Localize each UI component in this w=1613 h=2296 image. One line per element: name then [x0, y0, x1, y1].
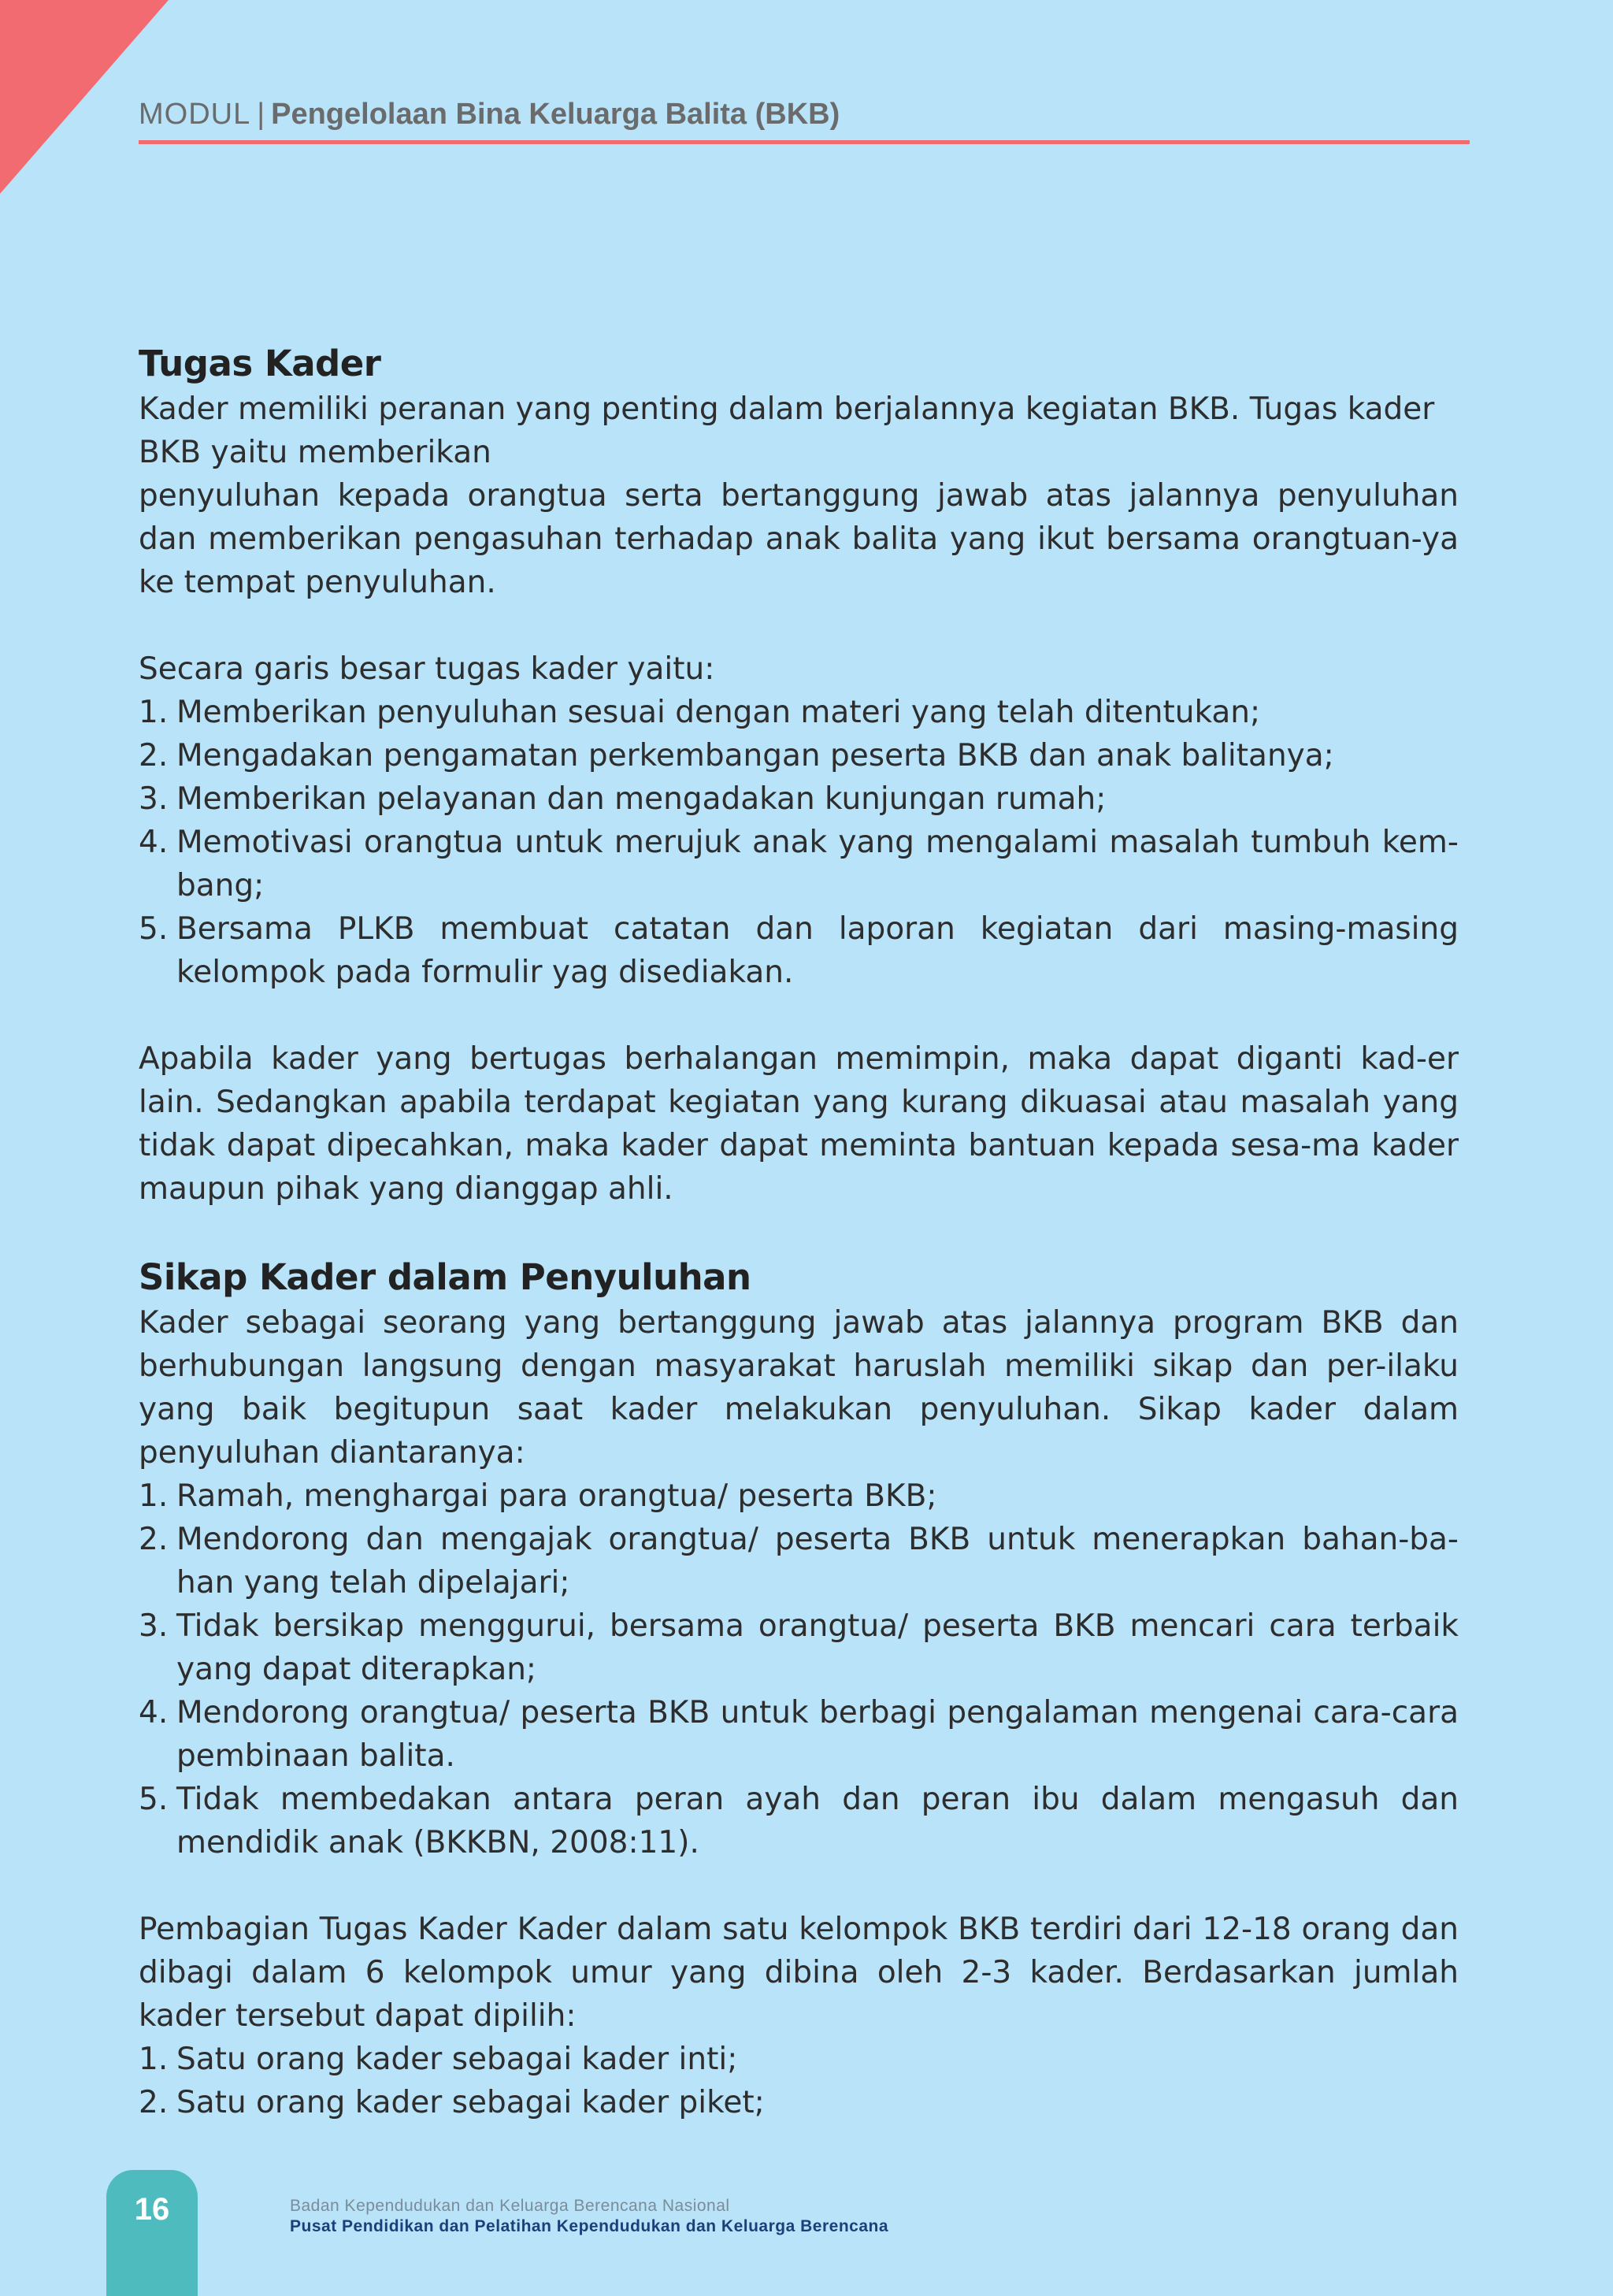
pembagian-list [139, 2038, 1459, 2124]
list-item: 2. Mengadakan pengamatan perkembangan peserta BKB dan anak balitanya; [139, 738, 1334, 773]
list-intro: Secara garis besar tugas kader yaitu: [139, 651, 715, 687]
paragraph-pengganti-kader: Apabila kader yang bertugas berhalangan memimpin, maka dapat diganti kad-er lain. Sedangkan apabila terdapat kegiatan yang kurang dikuasai atau masalah yang tidak dapat dipecahkan, maka kader dapat meminta bantuan kepada sesa-ma kader maupun pihak yang dianggap ahli. [139, 1041, 1459, 1207]
tugas-list [139, 691, 1459, 994]
footer-org-line2: Pusat Pendidikan dan Pelatihan Kependudukan dan Keluarga Berencana [290, 2217, 889, 2235]
header-rule [139, 140, 1470, 144]
page-content [139, 340, 1459, 2124]
list-item: 1. Ramah, menghargai para orangtua/ peserta BKB; [139, 1478, 937, 1514]
page-number-tab [106, 2170, 198, 2296]
list-item: 4. Mendorong orangtua/ peserta BKB untuk berbagi pengalaman mengenai cara-cara pembinaan balita. [139, 1695, 1459, 1774]
paragraph-intro-line2: penyuluhan kepada orangtua serta bertanggung jawab atas jalannya penyuluhan dan memberikan pengasuhan terhadap anak balita yang ikut bersama orangtuan-ya ke tempat penyuluhan. [139, 478, 1459, 600]
page-number: 16 [134, 2192, 170, 2227]
list-item: 2. Mendorong dan mengajak orangtua/ peserta BKB untuk menerapkan bahan-ba-han yang telah dipelajari; [139, 1522, 1459, 1601]
corner-decoration [0, 0, 169, 194]
header-title: Pengelolaan Bina Keluarga Balita (BKB) [271, 98, 840, 131]
footer-org-line1: Badan Kependudukan dan Keluarga Berencana Nasional [290, 2197, 730, 2215]
sikap-list [139, 1474, 1459, 1864]
list-item: 1. Satu orang kader sebagai kader inti; [139, 2042, 738, 2077]
list-item: 5. Tidak membedakan antara peran ayah dan peran ibu dalam mengasuh dan mendidik anak (BKKBN, 2008:11). [139, 1782, 1459, 1860]
list-item: 3. Memberikan pelayanan dan mengadakan kunjungan rumah; [139, 781, 1107, 817]
running-header [139, 98, 1470, 132]
section-heading-sikap-kader: Sikap Kader dalam Penyuluhan [139, 1256, 751, 1298]
paragraph-pembagian-tugas: Pembagian Tugas Kader Kader dalam satu kelompok BKB terdiri dari 12-18 orang dan dibagi dalam 6 kelompok umur yang dibina oleh 2-3 kader. Berdasarkan jumlah kader tersebut dapat dipilih: [139, 1912, 1459, 2034]
list-item: 1. Memberikan penyuluhan sesuai dengan materi yang telah ditentukan; [139, 695, 1261, 730]
paragraph-intro-line1: Kader memiliki peranan yang penting dalam berjalannya kegiatan BKB. Tugas kader BKB yaitu memberikan [139, 391, 1435, 470]
header-separator: | [257, 98, 265, 131]
list-item: 4. Memotivasi orangtua untuk merujuk anak yang mengalami masalah tumbuh kem-bang; [139, 825, 1459, 903]
list-item: 5. Bersama PLKB membuat catatan dan laporan kegiatan dari masing-masing kelompok pada formulir yag disediakan. [139, 911, 1459, 990]
list-item: 2. Satu orang kader sebagai kader piket; [139, 2085, 765, 2120]
list-item: 3. Tidak bersikap menggurui, bersama orangtua/ peserta BKB mencari cara terbaik yang dapat diterapkan; [139, 1608, 1459, 1687]
paragraph-sikap-intro: Kader sebagai seorang yang bertanggung jawab atas jalannya program BKB dan berhubungan langsung dengan masyarakat haruslah memiliki sikap dan per-ilaku yang baik begitupun saat kader melakukan penyuluhan. Sikap kader dalam penyuluhan diantaranya: [139, 1305, 1459, 1471]
header-modul-label: MODUL [139, 98, 251, 131]
footer [290, 2196, 888, 2237]
section-heading-tugas-kader: Tugas Kader [139, 343, 381, 384]
